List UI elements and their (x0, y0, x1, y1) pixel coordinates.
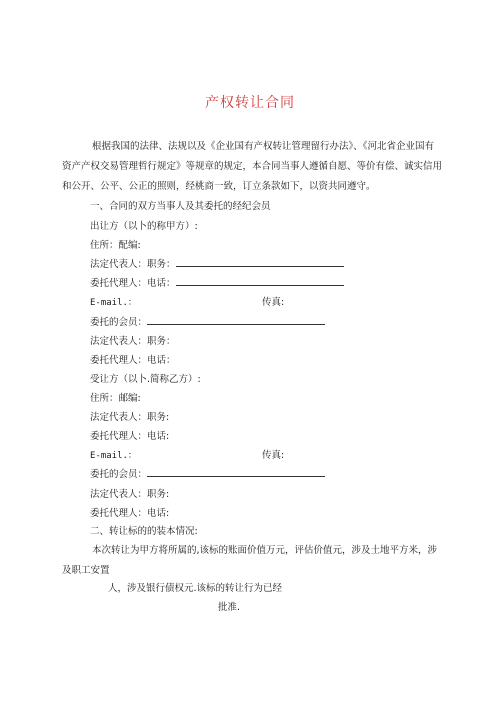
party-b-legal-rep: 法定代表人：职务: (90, 412, 170, 423)
section-1-heading: 一、合同的双方当事人及其委托的经纪会员 (90, 201, 271, 212)
party-b-name: 受让方（以卜.简称乙方）: (90, 374, 201, 385)
party-b-agent: 委托代理人：电话: (90, 431, 170, 442)
party-a-email: E-mail.： (90, 298, 137, 308)
section-2-text-1: 本次转让为甲方将所属的,该标的账面价值万元，评估价值元，涉及土地平方米，涉及职工安置 (62, 545, 438, 576)
party-a-legal-rep-row (90, 256, 344, 270)
party-b-fax: 传真: (262, 450, 285, 461)
section-2-heading: 二、转让标的的装本情况: (90, 526, 198, 537)
party-a-agent-blank[interactable] (176, 276, 344, 286)
party-a-member-legal-rep: 法定代表人：职务： (90, 336, 176, 347)
party-b-member-label: 委托的会员： (90, 469, 148, 480)
party-a-member-agent: 委托代理人：电话： (90, 355, 176, 366)
intro-paragraph (62, 137, 442, 197)
party-a-member-label: 委托的会员： (90, 317, 148, 328)
party-b-member-blank[interactable] (147, 467, 325, 477)
party-a-name: 出让方（以卜的称甲方）: (90, 221, 198, 232)
document-title: 产权转让合同 (205, 95, 295, 111)
party-a-legal-rep-blank[interactable] (176, 257, 344, 267)
intro-text: 根据我国的法律、法规以及《企业国有产权转让管理留行办法》、《河北省企业国有资产产权交易管理哲行规定》等规章的规定，本合同当事人遵循自愿、等价有偿、诚实信用和公开、公平、公正的照则，经桃商一致，订立条款如下，以资共同遵守。 (62, 141, 443, 192)
party-a-legal-rep-label: 法定代表人：职务： (90, 259, 176, 270)
party-a-member-blank[interactable] (147, 315, 325, 325)
party-b-email: E-mail.： (90, 451, 137, 461)
party-b-address: 住所：邮编: (90, 393, 141, 404)
section-2-text-2: 人，涉及银行债权元.该标的转让行为已经 (108, 583, 283, 594)
party-a-agent-row (90, 275, 344, 289)
party-a-fax: 传真: (262, 297, 285, 308)
party-a-address: 住所：配编: (90, 240, 141, 251)
party-a-member-row (90, 314, 325, 328)
party-a-agent-label: 委托代理人：电话： (90, 278, 176, 289)
party-b-member-row (90, 466, 325, 480)
party-b-member-legal-rep: 法定代表人：职务: (90, 489, 170, 500)
section-2-text-3: 批准. (218, 602, 241, 613)
section-2-paragraph (62, 541, 442, 581)
party-b-member-agent: 委托代理人：电话: (90, 508, 170, 519)
